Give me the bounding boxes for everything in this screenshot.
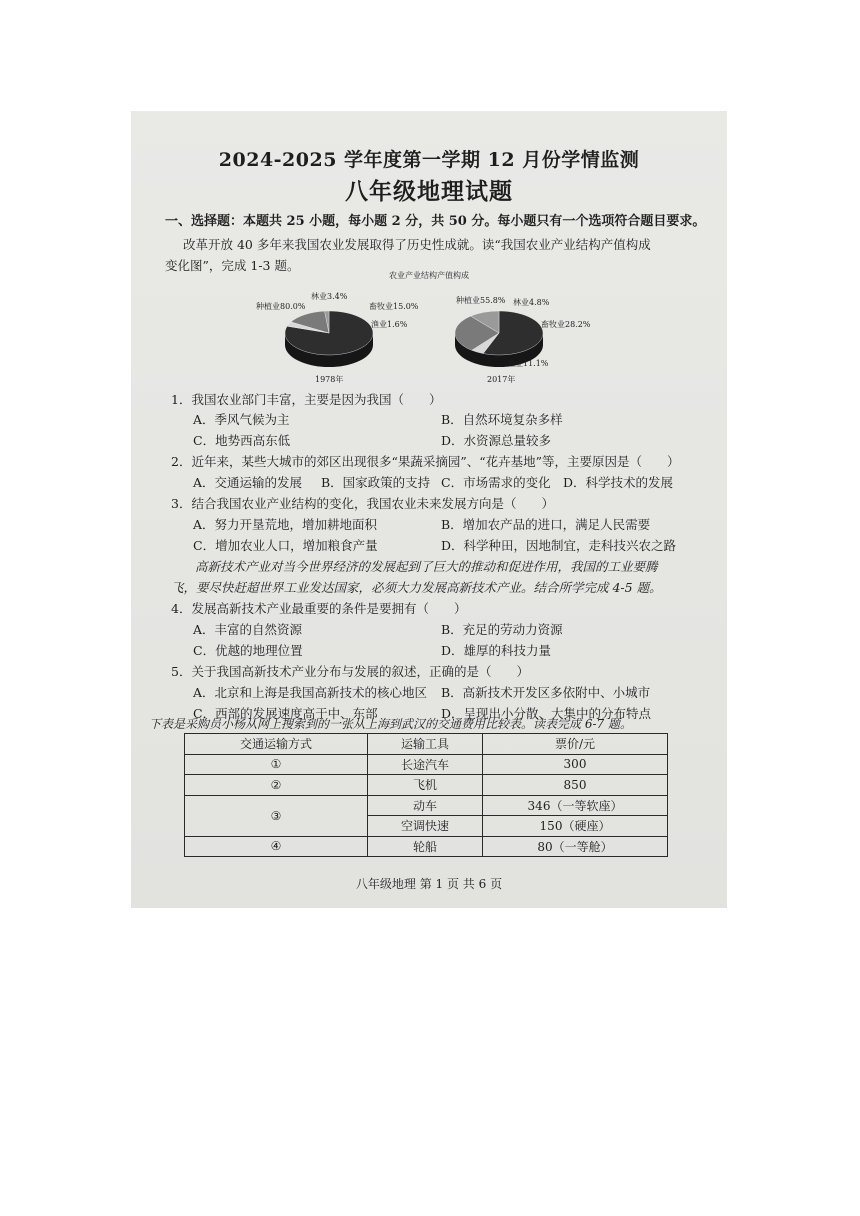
table-row	[185, 754, 668, 775]
question-2: 2．近年来，某些大城市的郊区出现很多“果蔬采摘园”、“花卉基地”等，主要原因是（ ）	[171, 454, 680, 469]
q5-option-d: D．呈现出小分散、大集中的分布特点	[441, 706, 652, 721]
chart-title: 农业产业结构产值构成	[389, 271, 469, 280]
table-cell-vehicle: 长途汽车	[368, 754, 483, 775]
q3-option-d: D．科学种田，因地制宜，走科技兴农之路	[441, 538, 677, 553]
table-row	[185, 836, 668, 857]
pie2017-year: 2017年	[487, 375, 516, 384]
q2-option-d: D．科学技术的发展	[563, 475, 674, 490]
page-footer: 八年级地理 第 1 页 共 6 页	[355, 877, 503, 891]
table-cell-mode: ①	[185, 754, 368, 775]
q4-option-d: D．雄厚的科技力量	[441, 643, 552, 658]
intro-3: 下表是采购员小杨从网上搜索到的一张从上海到武汉的交通费用比较表。读表完成 6-7 题。	[149, 717, 632, 731]
pie1978-label-fishery: 渔业1.6%	[371, 320, 408, 329]
q5-option-a: A．北京和上海是我国高新技术的核心地区	[193, 685, 428, 700]
question-5: 5．关于我国高新技术产业分布与发展的叙述，正确的是（ ）	[171, 664, 529, 679]
table-header-row	[185, 734, 668, 755]
pie1978-label-livestock: 畜牧业15.0%	[369, 302, 419, 311]
intro-2-line-1: 高新技术产业对当今世界经济的发展起到了巨大的推动和促进作用，我国的工业要腾	[195, 559, 658, 574]
q1-option-b: B．自然环境复杂多样	[441, 412, 563, 427]
pie1978-label-crop: 种植业80.0%	[256, 302, 306, 311]
q3-option-a: A．努力开垦荒地，增加耕地面积	[193, 517, 378, 532]
pie2017-label-crop: 种植业55.8%	[456, 296, 506, 305]
question-1: 1．我国农业部门丰富，主要是因为我国（ ）	[171, 392, 442, 407]
q5-option-b: B．高新技术开发区多依附中、小城市	[441, 685, 651, 700]
q4-option-b: B．充足的劳动力资源	[441, 622, 563, 637]
table-cell-mode: ③	[185, 795, 368, 836]
intro-1-line-1: 改革开放 40 多年来我国农业发展取得了历史性成就。读“我国农业产业结构产值构成	[183, 237, 651, 252]
table-cell-price: 346（一等软座）	[483, 795, 668, 816]
table-cell-mode: ④	[185, 836, 368, 857]
table-row	[185, 795, 668, 816]
q4-option-c: C．优越的地理位置	[193, 643, 303, 658]
q1-option-a: A．季风气候为主	[193, 412, 290, 427]
table-cell-price: 300	[483, 754, 668, 775]
table-header-mode: 交通运输方式	[185, 734, 368, 755]
table-row	[185, 775, 668, 796]
exam-title: 2024-2025 学年度第一学期 12 月份学情监测	[218, 149, 640, 171]
question-3: 3．结合我国农业产业结构的变化，我国农业未来发展方向是（ ）	[171, 496, 554, 511]
table-cell-mode: ②	[185, 775, 368, 796]
table-cell-price: 80（一等舱）	[483, 836, 668, 857]
pie-chart-1978	[279, 303, 379, 375]
exam-subtitle: 八年级地理试题	[345, 178, 513, 205]
q1-option-c: C．地势西高东低	[193, 433, 291, 448]
q2-option-b: B．国家政策的支持	[321, 475, 431, 490]
q3-option-c: C．增加农业人口，增加粮食产量	[193, 538, 378, 553]
fare-comparison-table	[184, 733, 668, 857]
table-cell-price: 850	[483, 775, 668, 796]
intro-1-line-2: 变化图”，完成 1-3 题。	[165, 258, 300, 273]
q2-option-a: A．交通运输的发展	[193, 475, 303, 490]
question-4: 4．发展高新技术产业最重要的条件是要拥有（ ）	[171, 601, 467, 616]
section-heading: 一、选择题：本题共 25 小题，每小题 2 分，共 50 分。每小题只有一个选项符合题目要求。	[165, 214, 706, 229]
intro-2-line-2: 飞，要尽快赶超世界工业发达国家，必须大力发展高新技术产业。结合所学完成 4-5 题。	[171, 580, 662, 595]
exam-paper	[131, 111, 727, 908]
table-cell-price: 150（硬座）	[483, 816, 668, 837]
q5-option-c: C．西部的发展速度高于中、东部	[193, 706, 378, 721]
table-header-price: 票价/元	[483, 734, 668, 755]
table-cell-vehicle: 动车	[368, 795, 483, 816]
table-cell-vehicle: 空调快速	[368, 816, 483, 837]
q2-option-c: C．市场需求的变化	[441, 475, 551, 490]
pie2017-label-forestry: 林业4.8%	[513, 298, 550, 307]
pie2017-label-livestock: 畜牧业28.2%	[541, 320, 591, 329]
q1-option-d: D．水资源总量较多	[441, 433, 552, 448]
pie1978-year: 1978年	[315, 375, 344, 384]
table-cell-vehicle: 飞机	[368, 775, 483, 796]
pie2017-label-fishery: 渔业11.1%	[507, 359, 549, 368]
pie1978-label-forestry: 林业3.4%	[311, 292, 348, 301]
table-cell-vehicle: 轮船	[368, 836, 483, 857]
q3-option-b: B．增加农产品的进口，满足人民需要	[441, 517, 651, 532]
q4-option-a: A．丰富的自然资源	[193, 622, 303, 637]
table-header-vehicle: 运输工具	[368, 734, 483, 755]
